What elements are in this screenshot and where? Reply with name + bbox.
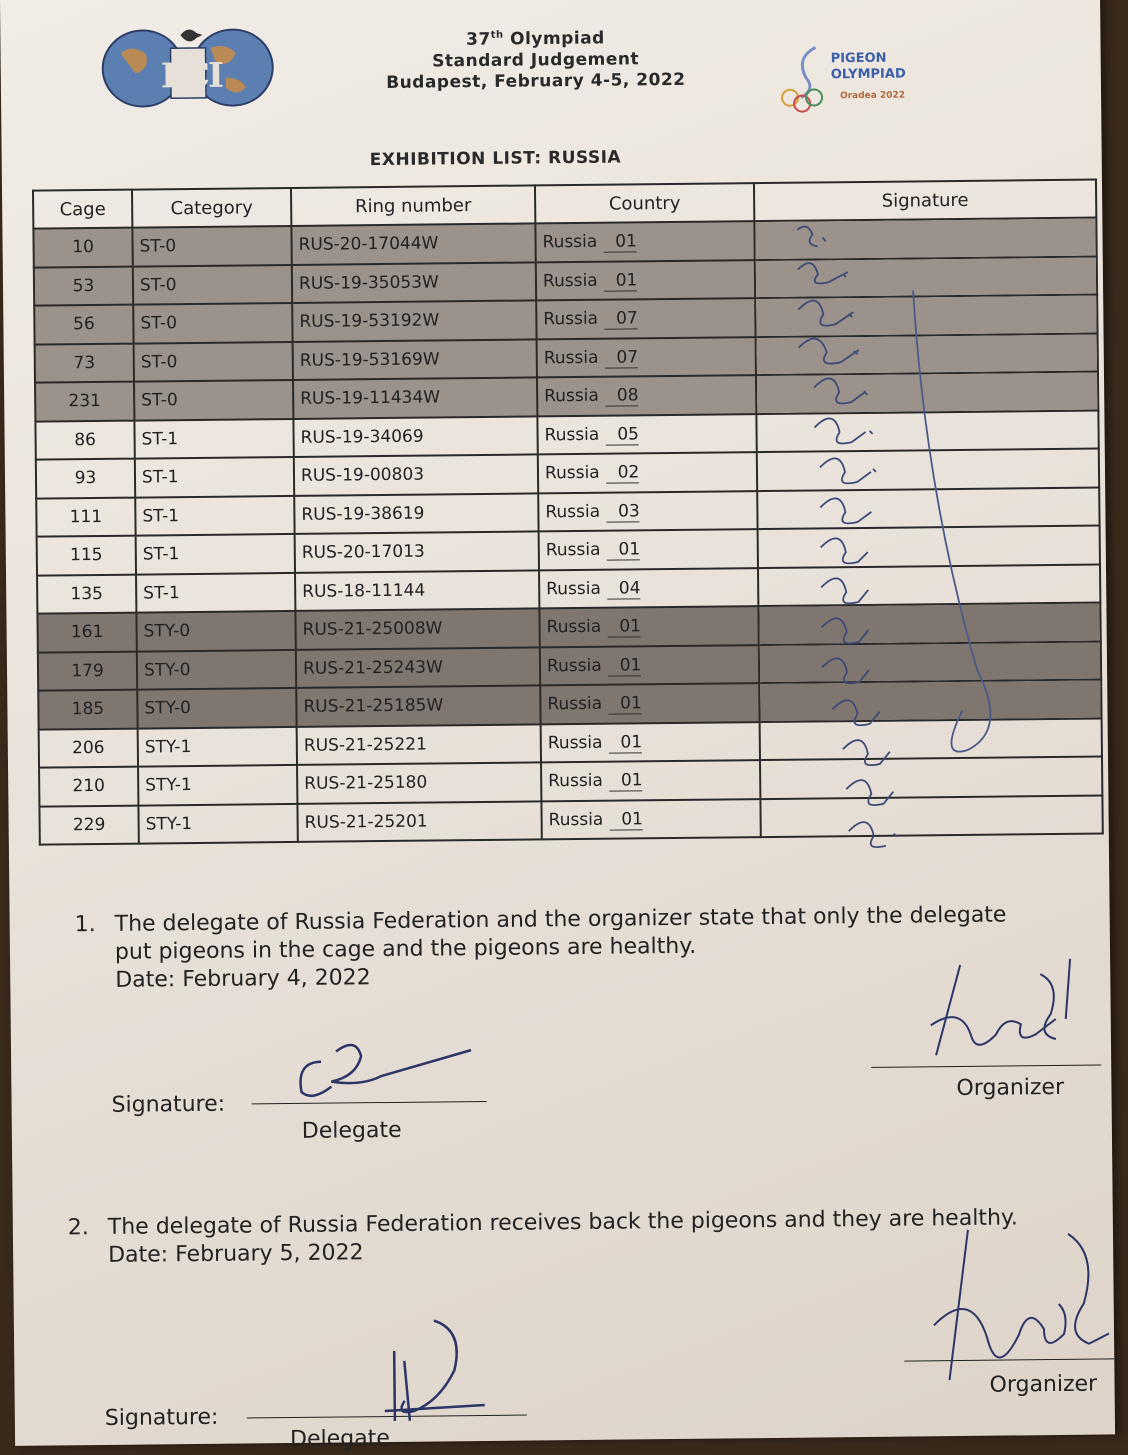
exhibition-list-title: EXHIBITION LIST: RUSSIA — [369, 147, 622, 171]
cell-country — [541, 722, 760, 763]
country-code: 01 — [607, 617, 641, 638]
cell-category: ST-1 — [136, 534, 295, 574]
country-name: Russia — [544, 424, 600, 446]
cell-cage: 10 — [33, 228, 132, 268]
cell-country — [536, 260, 755, 301]
organizer-caption-2: Organizer — [989, 1371, 1098, 1398]
cell-category: ST-0 — [134, 341, 293, 381]
cell-ring-number: RUS-19-35053W — [292, 262, 536, 303]
organizer-signature-2 — [893, 1223, 1115, 1385]
cell-ring-number: RUS-19-53192W — [292, 300, 536, 341]
cell-category: ST-1 — [136, 572, 295, 612]
cell-ring-number: RUS-21-25221 — [297, 724, 541, 765]
country-code: 01 — [608, 655, 642, 676]
cell-ring-number: RUS-19-00803 — [294, 454, 538, 495]
cell-ring-number: RUS-21-25180 — [297, 762, 541, 803]
cell-ring-number: RUS-20-17044W — [291, 223, 535, 264]
country-code: 01 — [609, 809, 643, 830]
country-name: Russia — [547, 693, 603, 715]
statement-1-date: Date: February 4, 2022 — [115, 965, 371, 993]
cell-category: ST-1 — [134, 418, 293, 458]
country-name: Russia — [542, 232, 598, 253]
header-line-1: 37th Olympiad — [465, 28, 605, 50]
column-header-ring-number: Ring number — [291, 185, 535, 226]
delegate-signature-2 — [344, 1310, 525, 1437]
cell-country — [535, 221, 754, 262]
cell-ring-number: RUS-21-25185W — [296, 685, 540, 726]
cell-ring-number: RUS-18-11144 — [295, 570, 539, 611]
cell-ring-number: RUS-20-17013 — [295, 531, 539, 572]
cell-category: ST-0 — [133, 303, 292, 343]
cell-ring-number: RUS-19-11434W — [293, 377, 537, 418]
statement-1-line-1: The delegate of Russia Federation and the organizer state that only the delegate — [114, 902, 1007, 937]
cell-category: ST-1 — [135, 495, 294, 535]
country-name: Russia — [548, 770, 604, 792]
cell-cage: 53 — [34, 266, 133, 306]
pigeon-olympiad-logo — [775, 38, 916, 114]
country-name: Russia — [545, 539, 601, 561]
country-name: Russia — [546, 616, 602, 638]
cell-ring-number: RUS-21-25008W — [295, 608, 539, 649]
cell-ring-number: RUS-19-53169W — [293, 339, 537, 380]
cell-country — [537, 414, 756, 455]
logo-text-pigeon: PIGEON — [830, 50, 887, 67]
cell-cage: 161 — [37, 613, 136, 653]
cell-cage: 135 — [37, 574, 136, 614]
header-line-3: Budapest, February 4-5, 2022 — [386, 69, 686, 93]
cell-country — [537, 375, 756, 416]
country-code: 01 — [603, 232, 637, 253]
cell-cage: 115 — [37, 536, 136, 576]
statement-1-line-2: put pigeons in the cage and the pigeons are healthy. — [114, 933, 697, 965]
column-header-country: Country — [535, 183, 754, 223]
country-code: 01 — [606, 540, 640, 561]
country-name: Russia — [543, 309, 599, 330]
logo-text-olympiad: OLYMPIAD — [830, 66, 906, 83]
header-line-2: Standard Judgement — [432, 48, 640, 72]
country-code: 03 — [606, 501, 640, 522]
country-name: Russia — [544, 386, 599, 407]
column-header-category: Category — [132, 188, 291, 228]
cell-category: STY-0 — [137, 649, 296, 689]
column-header-cage: Cage — [33, 190, 132, 229]
country-code: 01 — [608, 694, 642, 715]
cell-category: STY-1 — [138, 803, 297, 843]
cell-category: STY-1 — [138, 765, 297, 805]
cell-country — [539, 606, 758, 647]
cell-country — [536, 298, 755, 339]
cell-ring-number: RUS-21-25243W — [296, 647, 540, 688]
cell-country — [540, 683, 759, 724]
cell-country — [537, 337, 756, 378]
cell-country — [541, 760, 760, 801]
cell-cage: 206 — [39, 728, 138, 768]
cell-ring-number: RUS-19-38619 — [294, 493, 538, 534]
statement-2-date: Date: February 5, 2022 — [108, 1240, 364, 1268]
cell-cage: 231 — [35, 382, 134, 422]
country-name: Russia — [544, 462, 600, 484]
cell-ring-number: RUS-21-25201 — [297, 801, 541, 842]
logo-text-oradea: Oradea 2022 — [840, 90, 906, 102]
statement-1-number: 1. — [74, 912, 96, 938]
cell-cage: 93 — [36, 459, 135, 499]
cell-country — [538, 491, 757, 532]
cell-country — [538, 452, 757, 493]
country-code: 07 — [604, 347, 638, 368]
cell-country — [539, 568, 758, 609]
country-code: 01 — [608, 732, 642, 753]
delegate-caption-2: Delegate — [289, 1425, 390, 1453]
cell-cage: 111 — [36, 497, 135, 537]
cell-cage: 73 — [35, 343, 134, 383]
country-code: 08 — [605, 386, 639, 407]
country-code: 01 — [609, 771, 643, 792]
statement-2 — [68, 1204, 1019, 1270]
cell-cage: 86 — [35, 420, 134, 460]
organizer-caption-1: Organizer — [956, 1074, 1065, 1102]
country-name: Russia — [546, 578, 601, 600]
organizer-signature-1 — [870, 954, 1101, 1096]
cell-category: ST-0 — [134, 380, 293, 420]
country-name: Russia — [545, 501, 601, 523]
signature-label-1: Signature: — [111, 1091, 226, 1118]
cell-category: ST-0 — [132, 226, 291, 266]
delegate-caption-1: Delegate — [301, 1117, 402, 1144]
cell-country — [540, 645, 759, 686]
country-name: Russia — [548, 809, 604, 831]
pigeon-olympiad-emblem-icon — [775, 39, 836, 115]
country-code: 07 — [604, 309, 638, 330]
cell-country — [541, 799, 760, 840]
country-code: 02 — [606, 463, 640, 484]
cell-cage: 229 — [39, 805, 138, 845]
statement-2-number: 2. — [67, 1215, 89, 1241]
country-name: Russia — [543, 347, 599, 369]
cell-country — [539, 529, 758, 570]
country-code: 05 — [605, 424, 639, 445]
fci-logo-text: FCI — [160, 55, 223, 97]
table-signature-scribbles — [792, 219, 909, 850]
table-diagonal-stroke — [903, 289, 1028, 770]
statement-1 — [75, 902, 1008, 996]
country-name: Russia — [546, 655, 602, 677]
column-header-signature: Signature — [754, 180, 1096, 222]
country-code: 04 — [607, 578, 641, 599]
statement-2-line-1: The delegate of Russia Federation receives back the pigeons and they are healthy. — [107, 1205, 1018, 1240]
cell-category: STY-0 — [137, 688, 296, 728]
cell-category: ST-0 — [133, 264, 292, 304]
cell-cage: 179 — [38, 651, 137, 691]
cell-cage: 185 — [38, 690, 137, 730]
signature-label-2: Signature: — [104, 1404, 219, 1431]
cell-category: ST-1 — [135, 457, 294, 497]
country-name: Russia — [542, 270, 598, 292]
cell-cage: 56 — [34, 305, 133, 345]
cell-cage: 210 — [39, 767, 138, 807]
country-name: Russia — [547, 732, 603, 754]
cell-category: STY-0 — [136, 611, 295, 651]
cell-category: STY-1 — [138, 726, 297, 766]
country-code: 01 — [604, 270, 638, 291]
cell-ring-number: RUS-19-34069 — [293, 416, 537, 457]
delegate-signature-1 — [281, 1035, 482, 1107]
